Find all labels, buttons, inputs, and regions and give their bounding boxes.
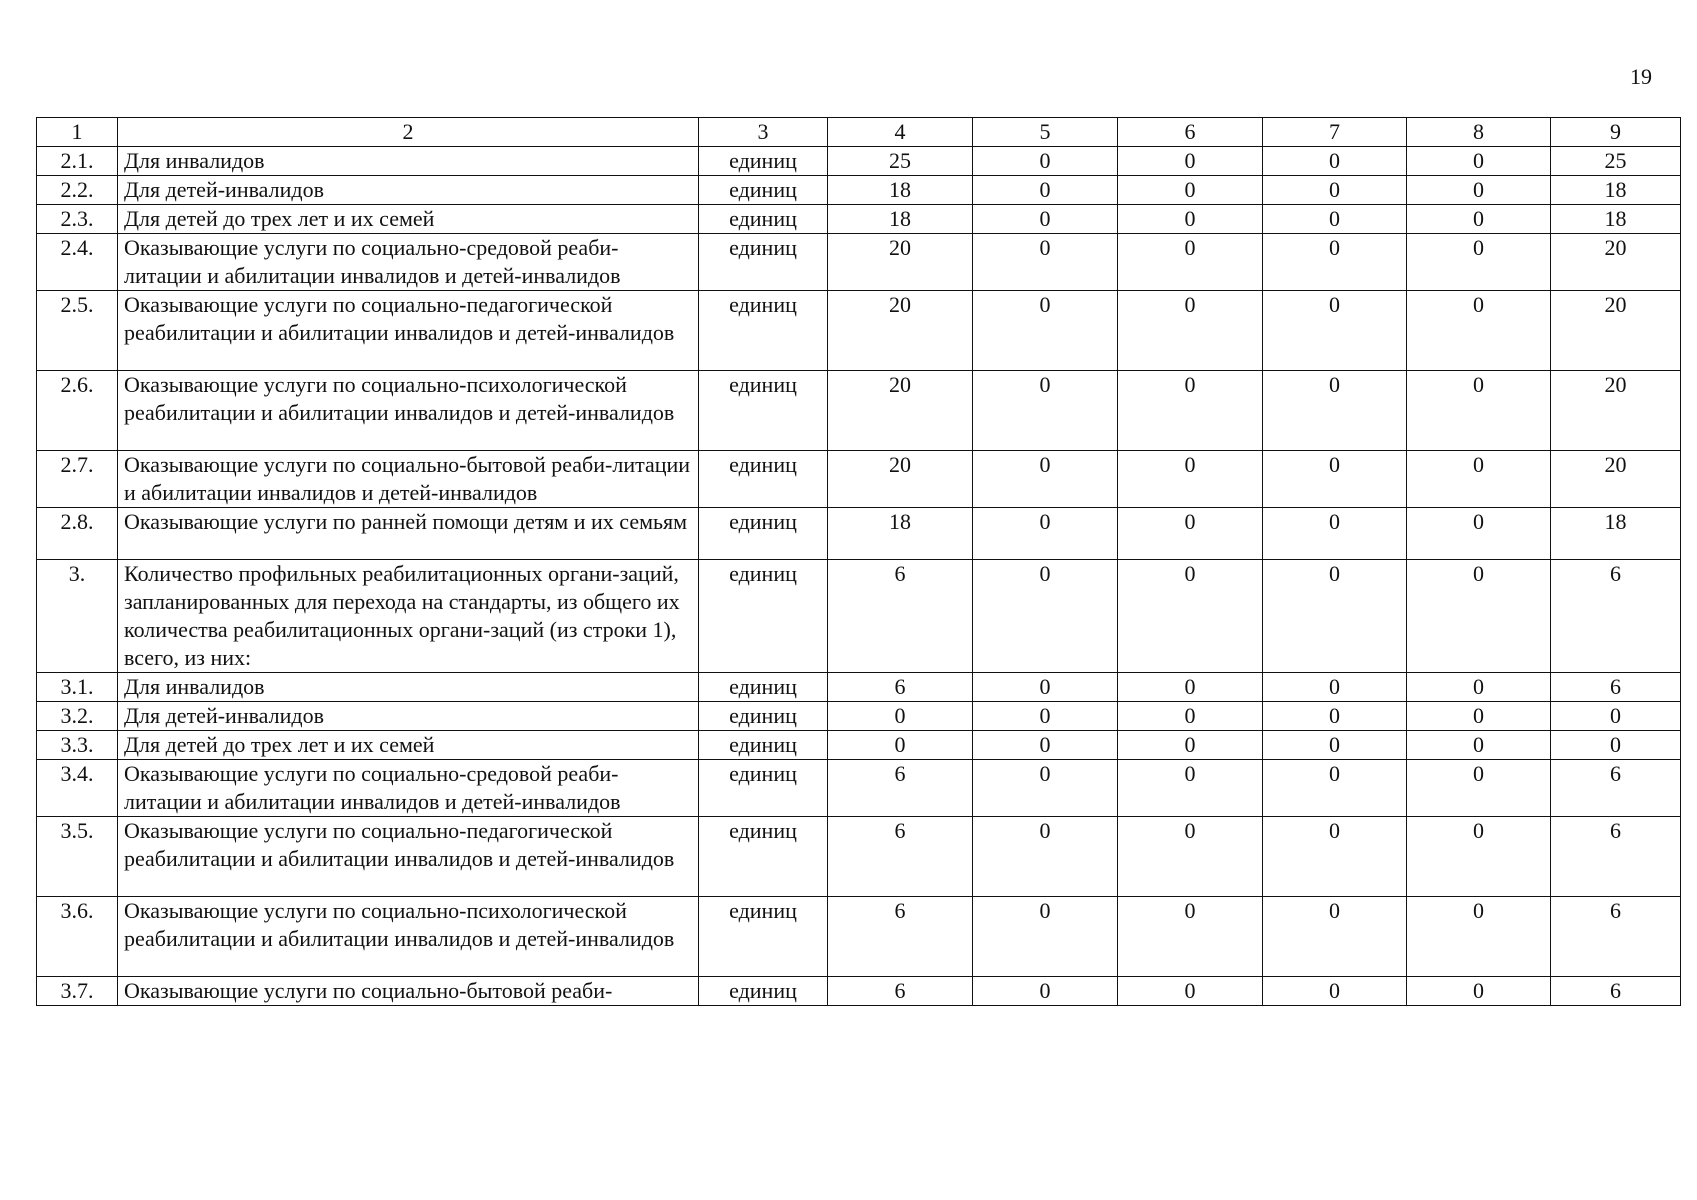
row-value-col-5: 0 [973,371,1118,451]
row-value-col-4: 6 [828,817,973,897]
row-value-col-6: 0 [1118,147,1263,176]
row-value-col-7: 0 [1263,371,1407,451]
row-value-col-9: 0 [1551,702,1681,731]
row-value-col-8: 0 [1407,817,1551,897]
row-indicator-name: Для детей до трех лет и их семей [118,205,699,234]
row-value-col-6: 0 [1118,817,1263,897]
row-number: 3.7. [37,977,118,1006]
table-row [37,977,1681,1006]
row-value-col-4: 18 [828,205,973,234]
row-number: 2.3. [37,205,118,234]
column-header-4: 4 [828,118,973,147]
row-indicator-name: Оказывающие услуги по социально-средовой реаби-литации и абилитации инвалидов и детей-инвалидов [118,760,699,817]
row-value-col-8: 0 [1407,147,1551,176]
row-unit: единиц [699,702,828,731]
row-number: 3.2. [37,702,118,731]
row-unit: единиц [699,508,828,560]
row-value-col-8: 0 [1407,977,1551,1006]
row-value-col-8: 0 [1407,508,1551,560]
row-value-col-8: 0 [1407,451,1551,508]
row-value-col-7: 0 [1263,897,1407,977]
row-unit: единиц [699,147,828,176]
indicator-table [36,117,1681,1006]
row-value-col-6: 0 [1118,673,1263,702]
row-value-col-7: 0 [1263,291,1407,371]
row-value-col-6: 0 [1118,977,1263,1006]
table-row [37,731,1681,760]
column-header-1: 1 [37,118,118,147]
row-indicator-name: Для детей до трех лет и их семей [118,731,699,760]
row-value-col-7: 0 [1263,731,1407,760]
column-header-8: 8 [1407,118,1551,147]
row-value-col-9: 0 [1551,731,1681,760]
row-value-col-7: 0 [1263,817,1407,897]
row-value-col-7: 0 [1263,760,1407,817]
row-unit: единиц [699,731,828,760]
row-unit: единиц [699,560,828,673]
row-value-col-4: 0 [828,702,973,731]
table-row [37,147,1681,176]
table-row [37,673,1681,702]
row-unit: единиц [699,817,828,897]
row-value-col-6: 0 [1118,291,1263,371]
row-value-col-9: 25 [1551,147,1681,176]
row-value-col-6: 0 [1118,371,1263,451]
row-value-col-8: 0 [1407,371,1551,451]
row-unit: единиц [699,176,828,205]
row-unit: единиц [699,371,828,451]
row-value-col-6: 0 [1118,760,1263,817]
row-value-col-9: 6 [1551,760,1681,817]
row-value-col-5: 0 [973,702,1118,731]
row-value-col-5: 0 [973,205,1118,234]
row-value-col-4: 25 [828,147,973,176]
row-value-col-5: 0 [973,291,1118,371]
table-body [37,118,1681,1006]
row-number: 3.1. [37,673,118,702]
row-value-col-6: 0 [1118,234,1263,291]
row-value-col-4: 20 [828,371,973,451]
row-value-col-5: 0 [973,977,1118,1006]
row-value-col-4: 6 [828,977,973,1006]
row-value-col-6: 0 [1118,560,1263,673]
row-value-col-4: 18 [828,176,973,205]
row-number: 2.8. [37,508,118,560]
row-value-col-5: 0 [973,673,1118,702]
column-header-5: 5 [973,118,1118,147]
row-value-col-8: 0 [1407,205,1551,234]
row-value-col-9: 6 [1551,673,1681,702]
row-number: 2.7. [37,451,118,508]
row-value-col-8: 0 [1407,760,1551,817]
row-number: 3.6. [37,897,118,977]
table-row [37,234,1681,291]
row-value-col-7: 0 [1263,977,1407,1006]
row-indicator-name: Оказывающие услуги по социально-педагогической реабилитации и абилитации инвалидов и детей-инвалидов [118,817,699,897]
row-unit: единиц [699,234,828,291]
row-value-col-9: 18 [1551,508,1681,560]
table-row [37,508,1681,560]
row-number: 3.5. [37,817,118,897]
table-row [37,451,1681,508]
row-value-col-4: 20 [828,234,973,291]
row-number: 3. [37,560,118,673]
row-value-col-4: 6 [828,760,973,817]
row-number: 2.2. [37,176,118,205]
row-number: 3.3. [37,731,118,760]
row-indicator-name: Оказывающие услуги по социально-педагогической реабилитации и абилитации инвалидов и детей-инвалидов [118,291,699,371]
row-value-col-7: 0 [1263,205,1407,234]
table-row [37,291,1681,371]
row-value-col-5: 0 [973,451,1118,508]
row-unit: единиц [699,673,828,702]
row-value-col-5: 0 [973,897,1118,977]
row-number: 2.6. [37,371,118,451]
row-value-col-7: 0 [1263,673,1407,702]
row-value-col-4: 20 [828,451,973,508]
column-header-9: 9 [1551,118,1681,147]
row-indicator-name: Оказывающие услуги по социально-бытовой реаби-литации и абилитации инвалидов и детей-инвалидов [118,451,699,508]
row-value-col-6: 0 [1118,508,1263,560]
row-indicator-name: Для детей-инвалидов [118,176,699,205]
row-indicator-name: Для детей-инвалидов [118,702,699,731]
row-value-col-6: 0 [1118,702,1263,731]
row-indicator-name: Оказывающие услуги по социально-бытовой реаби- [118,977,699,1006]
column-header-7: 7 [1263,118,1407,147]
page-number: 19 [1630,64,1652,89]
row-value-col-7: 0 [1263,234,1407,291]
table-row [37,205,1681,234]
row-value-col-4: 0 [828,731,973,760]
row-value-col-5: 0 [973,176,1118,205]
row-value-col-8: 0 [1407,291,1551,371]
column-header-3: 3 [699,118,828,147]
row-indicator-name: Оказывающие услуги по ранней помощи детям и их семьям [118,508,699,560]
row-value-col-8: 0 [1407,560,1551,673]
row-number: 3.4. [37,760,118,817]
row-unit: единиц [699,760,828,817]
row-value-col-7: 0 [1263,147,1407,176]
row-value-col-7: 0 [1263,176,1407,205]
row-number: 2.4. [37,234,118,291]
row-value-col-6: 0 [1118,205,1263,234]
row-value-col-5: 0 [973,731,1118,760]
row-value-col-9: 6 [1551,560,1681,673]
column-header-6: 6 [1118,118,1263,147]
row-value-col-7: 0 [1263,451,1407,508]
row-value-col-4: 18 [828,508,973,560]
row-value-col-8: 0 [1407,731,1551,760]
column-header-2: 2 [118,118,699,147]
row-indicator-name: Количество профильных реабилитационных органи-заций, запланированных для перехода на стандарты, из общего их количества реабилитационных органи-заций (из строки 1), всего, из них: [118,560,699,673]
row-value-col-4: 20 [828,291,973,371]
row-value-col-5: 0 [973,508,1118,560]
row-indicator-name: Для инвалидов [118,673,699,702]
row-value-col-9: 20 [1551,371,1681,451]
row-value-col-9: 18 [1551,205,1681,234]
row-value-col-9: 20 [1551,451,1681,508]
row-value-col-6: 0 [1118,451,1263,508]
table-row [37,702,1681,731]
row-value-col-9: 6 [1551,897,1681,977]
row-value-col-8: 0 [1407,702,1551,731]
row-value-col-8: 0 [1407,176,1551,205]
row-value-col-7: 0 [1263,702,1407,731]
row-value-col-7: 0 [1263,560,1407,673]
row-value-col-8: 0 [1407,234,1551,291]
table-row [37,560,1681,673]
row-value-col-4: 6 [828,673,973,702]
row-value-col-7: 0 [1263,508,1407,560]
table-row [37,817,1681,897]
row-value-col-5: 0 [973,560,1118,673]
row-unit: единиц [699,897,828,977]
row-value-col-8: 0 [1407,673,1551,702]
row-value-col-9: 20 [1551,291,1681,371]
table-row [37,760,1681,817]
row-value-col-8: 0 [1407,897,1551,977]
row-value-col-4: 6 [828,560,973,673]
row-value-col-5: 0 [973,760,1118,817]
row-unit: единиц [699,205,828,234]
row-indicator-name: Оказывающие услуги по социально-психологической реабилитации и абилитации инвалидов и детей-инвалидов [118,897,699,977]
row-value-col-9: 6 [1551,817,1681,897]
row-value-col-5: 0 [973,147,1118,176]
row-value-col-6: 0 [1118,897,1263,977]
table-row [37,371,1681,451]
row-value-col-5: 0 [973,234,1118,291]
row-indicator-name: Для инвалидов [118,147,699,176]
row-value-col-6: 0 [1118,176,1263,205]
row-unit: единиц [699,977,828,1006]
row-number: 2.5. [37,291,118,371]
header-row [37,118,1681,147]
row-indicator-name: Оказывающие услуги по социально-психологической реабилитации и абилитации инвалидов и детей-инвалидов [118,371,699,451]
table-row [37,176,1681,205]
table-row [37,897,1681,977]
row-value-col-9: 20 [1551,234,1681,291]
row-unit: единиц [699,451,828,508]
row-value-col-5: 0 [973,817,1118,897]
row-value-col-6: 0 [1118,731,1263,760]
row-number: 2.1. [37,147,118,176]
row-value-col-4: 6 [828,897,973,977]
row-value-col-9: 6 [1551,977,1681,1006]
row-value-col-9: 18 [1551,176,1681,205]
row-indicator-name: Оказывающие услуги по социально-средовой реаби-литации и абилитации инвалидов и детей-инвалидов [118,234,699,291]
row-unit: единиц [699,291,828,371]
